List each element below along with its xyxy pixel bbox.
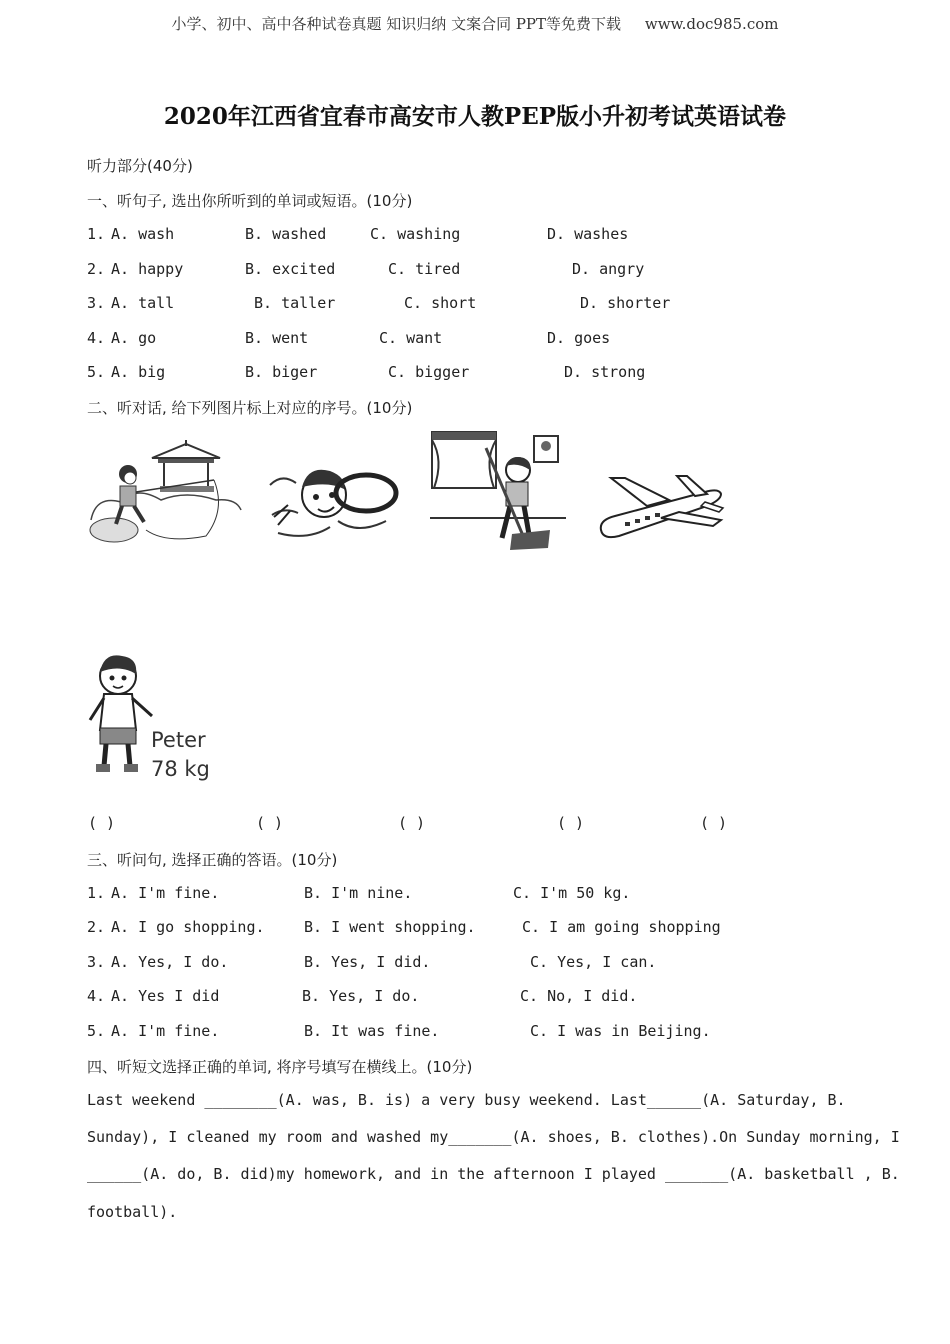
s1-q2-d: D. angry bbox=[572, 260, 645, 278]
s1-q5-c: C. bigger bbox=[388, 363, 470, 381]
header-site[interactable]: www.doc985.com bbox=[644, 15, 779, 33]
s3-q4-a: A. Yes I did bbox=[111, 987, 220, 1005]
section2-heading: 二、听对话, 给下列图片标上对应的序号。(10分) bbox=[87, 399, 413, 417]
picture-swimming bbox=[268, 455, 402, 545]
s3-q3-c: C. Yes, I can. bbox=[530, 953, 657, 971]
s3-q4-b: B. Yes, I do. bbox=[302, 987, 420, 1005]
header-text: 小学、初中、高中各种试卷真题 知识归纳 文案合同 PPT等免费下载 bbox=[171, 15, 622, 33]
passage-line-4: football). bbox=[87, 1203, 178, 1221]
s3-q1-b: B. I'm nine. bbox=[304, 884, 413, 902]
s1-q1-num: 1. bbox=[87, 225, 106, 243]
listening-heading: 听力部分(40分) bbox=[87, 157, 193, 175]
s1-q3-num: 3. bbox=[87, 294, 106, 312]
s3-q1-a: A. I'm fine. bbox=[111, 884, 220, 902]
s1-q3-a: A. tall bbox=[111, 294, 175, 312]
s3-q4-c: C. No, I did. bbox=[520, 987, 638, 1005]
s1-q5-a: A. big bbox=[111, 363, 166, 381]
s3-q2-a: A. I go shopping. bbox=[111, 918, 265, 936]
s3-q2-num: 2. bbox=[87, 918, 106, 936]
s1-q4-b: B. went bbox=[245, 329, 309, 347]
s1-q5-b: B. biger bbox=[245, 363, 318, 381]
s1-q3-c: C. short bbox=[404, 294, 477, 312]
section1-heading: 一、听句子, 选出你所听到的单词或短语。(10分) bbox=[87, 192, 413, 210]
s1-q5-d: D. strong bbox=[564, 363, 646, 381]
s1-q2-b: B. excited bbox=[245, 260, 336, 278]
s3-q5-num: 5. bbox=[87, 1022, 106, 1040]
s3-q1-c: C. I'm 50 kg. bbox=[513, 884, 631, 902]
answer-bracket-4[interactable]: ( ) bbox=[557, 814, 585, 832]
page-header bbox=[0, 13, 950, 34]
picture-fishing bbox=[86, 440, 242, 550]
s1-q1-b: B. washed bbox=[245, 225, 327, 243]
s1-q4-num: 4. bbox=[87, 329, 106, 347]
answer-bracket-3[interactable]: ( ) bbox=[398, 814, 426, 832]
s3-q3-a: A. Yes, I do. bbox=[111, 953, 229, 971]
s1-q4-c: C. want bbox=[379, 329, 443, 347]
section4-heading: 四、听短文选择正确的单词, 将序号填写在横线上。(10分) bbox=[87, 1058, 473, 1076]
passage-line-3: ______(A. do, B. did)my homework, and in the afternoon I played _______(A. basketball , B. bbox=[87, 1165, 900, 1183]
picture-airplane bbox=[595, 470, 727, 544]
answer-bracket-5[interactable]: ( ) bbox=[700, 814, 728, 832]
section3-heading: 三、听问句, 选择正确的答语。(10分) bbox=[87, 851, 338, 869]
s3-q5-a: A. I'm fine. bbox=[111, 1022, 220, 1040]
s3-q2-b: B. I went shopping. bbox=[304, 918, 476, 936]
s3-q5-b: B. It was fine. bbox=[304, 1022, 440, 1040]
passage-line-1: Last weekend ________(A. was, B. is) a very busy weekend. Last______(A. Saturday, B. bbox=[87, 1091, 846, 1109]
s1-q4-d: D. goes bbox=[547, 329, 611, 347]
s3-q3-num: 3. bbox=[87, 953, 106, 971]
s3-q4-num: 4. bbox=[87, 987, 106, 1005]
s1-q2-num: 2. bbox=[87, 260, 106, 278]
peter-weight: 78 kg bbox=[151, 757, 210, 781]
s1-q2-c: C. tired bbox=[388, 260, 461, 278]
s3-q5-c: C. I was in Beijing. bbox=[530, 1022, 711, 1040]
s1-q3-b: B. taller bbox=[254, 294, 336, 312]
s1-q2-a: A. happy bbox=[111, 260, 184, 278]
s1-q1-a: A. wash bbox=[111, 225, 175, 243]
s3-q2-c: C. I am going shopping bbox=[522, 918, 721, 936]
passage-line-2: Sunday), I cleaned my room and washed my_______(A. shoes, B. clothes).On Sunday morning, I bbox=[87, 1128, 900, 1146]
page-title: 2020年江西省宜春市高安市人教PEP版小升初考试英语试卷 bbox=[163, 103, 787, 130]
answer-bracket-2[interactable]: ( ) bbox=[256, 814, 284, 832]
picture-peter bbox=[86, 650, 158, 778]
s1-q1-d: D. washes bbox=[547, 225, 629, 243]
answer-bracket-1[interactable]: ( ) bbox=[88, 814, 116, 832]
s1-q3-d: D. shorter bbox=[580, 294, 671, 312]
s1-q4-a: A. go bbox=[111, 329, 157, 347]
peter-name: Peter bbox=[151, 728, 206, 752]
s1-q1-c: C. washing bbox=[370, 225, 461, 243]
s3-q1-num: 1. bbox=[87, 884, 106, 902]
picture-sweeping bbox=[430, 430, 566, 554]
s1-q5-num: 5. bbox=[87, 363, 106, 381]
s3-q3-b: B. Yes, I did. bbox=[304, 953, 431, 971]
